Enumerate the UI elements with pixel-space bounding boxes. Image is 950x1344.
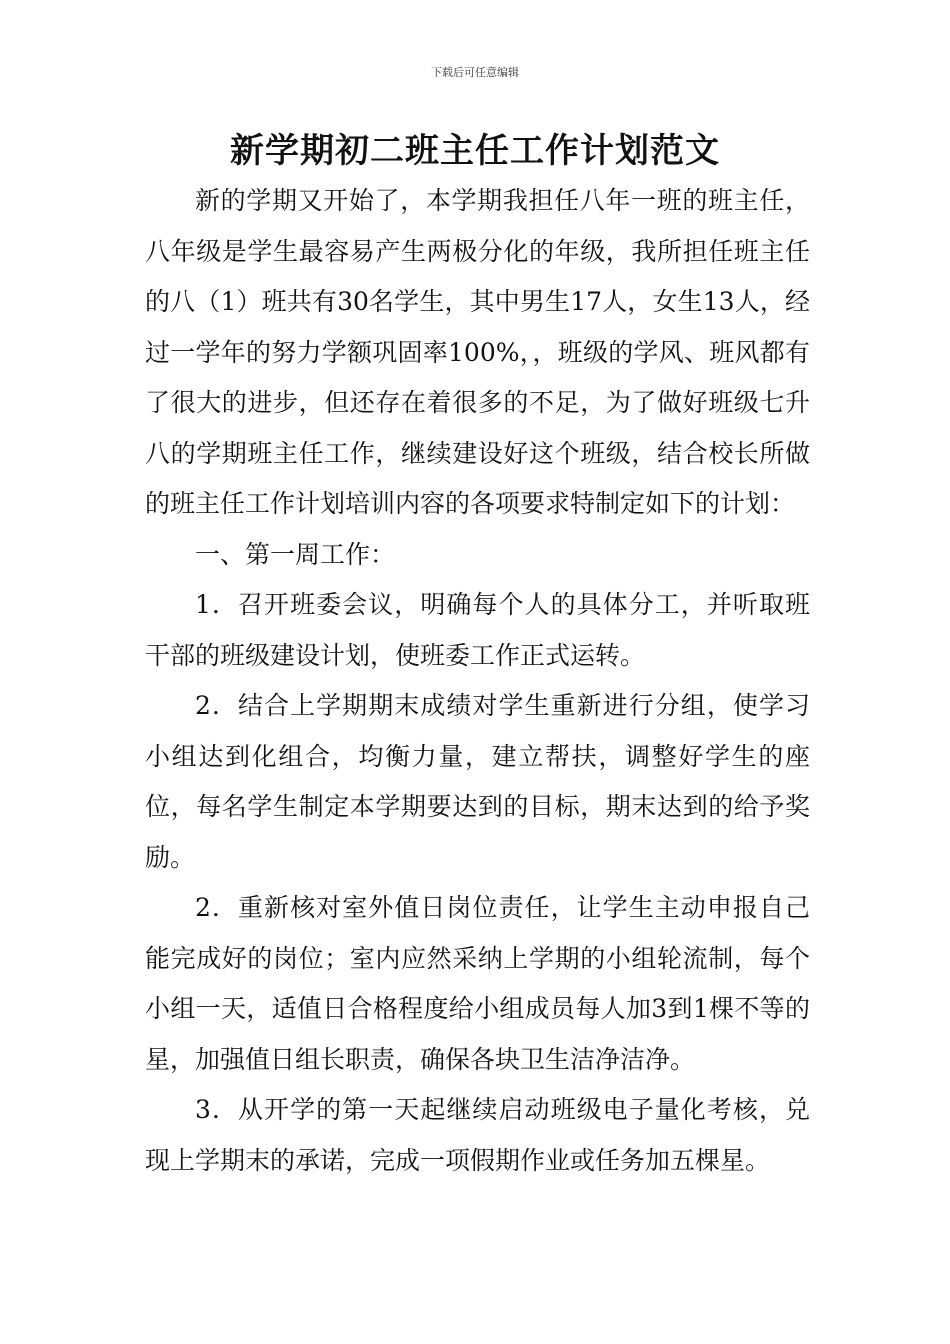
list-item-3: 3．从开学的第一天起继续启动班级电子量化考核，兑现上学期末的承诺，完成一项假期作业或任务加五棵星。	[145, 1095, 810, 1175]
header-note: 下载后可任意编辑	[431, 66, 519, 79]
document-title: 新学期初二班主任工作计划范文	[230, 131, 720, 171]
section-heading-week-one: 一、第一周工作：	[195, 539, 396, 569]
list-item-2: 2．结合上学期期末成绩对学生重新进行分组，使学习小组达到化组合，均衡力量，建立帮扶，调整好学生的座位，每名学生制定本学期要达到的目标，期末达到的给予奖励。	[145, 691, 810, 872]
document-body	[145, 176, 810, 1186]
intro-paragraph: 新的学期又开始了，本学期我担任八年一班的班主任，八年级是学生最容易产生两极分化的年级，我所担任班主任的八（1）班共有30名学生，其中男生17人，女生13人，经过一学年的努力学额巩固率100%，，班级的学风、班风都有了很大的进步，但还存在着很多的不足，为了做好班级七升八的学期班主任工作，继续建设好这个班级，结合校长所做的班主任工作计划培训内容的各项要求特制定如下的计划：	[145, 186, 810, 518]
list-item-1: 1．召开班委会议，明确每个人的具体分工，并听取班干部的班级建设计划，使班委工作正式运转。	[145, 590, 810, 670]
list-item-2b: 2．重新核对室外值日岗位责任，让学生主动申报自己能完成好的岗位；室内应然采纳上学期的小组轮流制，每个小组一天，适值日合格程度给小组成员每人加3到1棵不等的星，加强值日组长职责，确保各块卫生洁净洁净。	[145, 893, 810, 1074]
